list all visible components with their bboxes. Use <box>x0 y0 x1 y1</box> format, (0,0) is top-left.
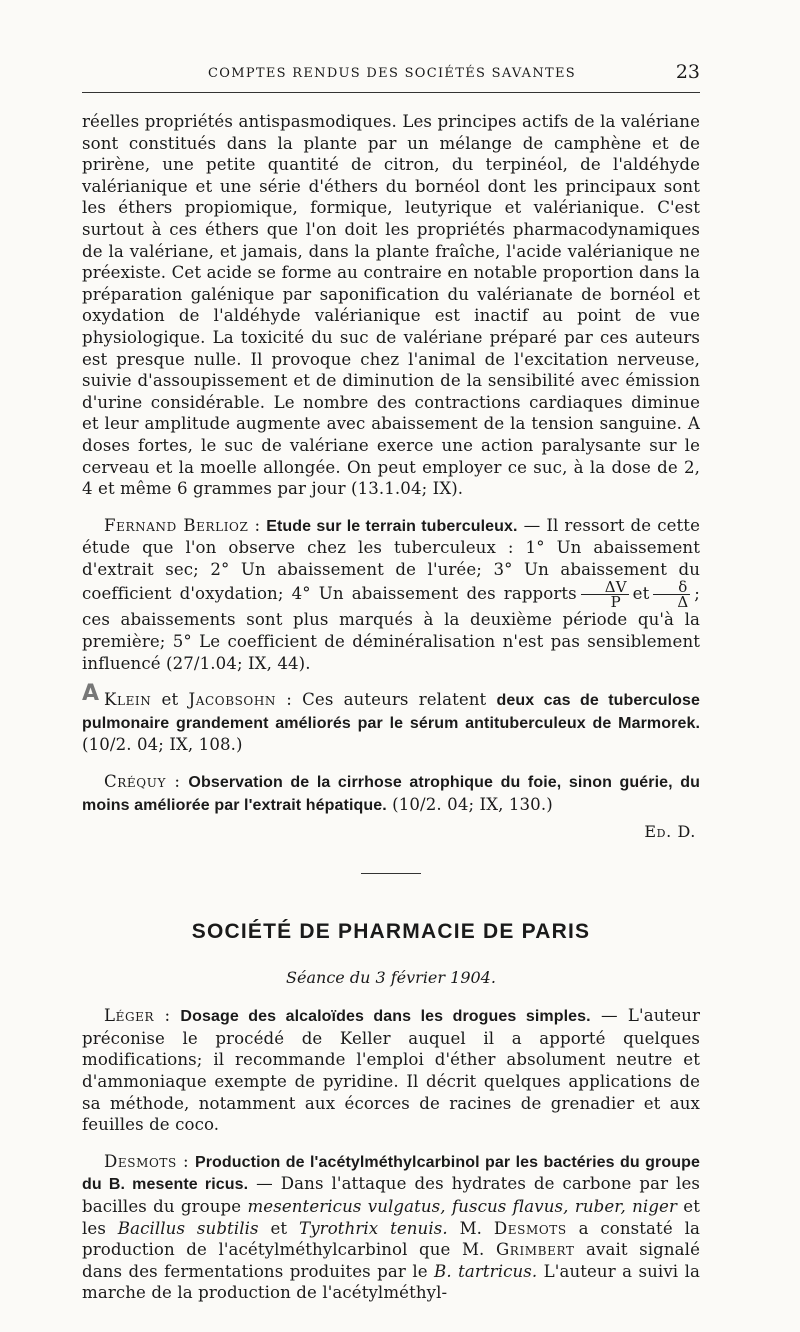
entry-title: Production de l'acétylméthylcarbinol par les bactéries du groupe du B. mesente ricus. <box>82 1153 700 1194</box>
signature: Ed. D. <box>644 822 696 842</box>
entry-reference: (10/2. 04; IX, 108.) <box>82 735 243 755</box>
section-heading: SOCIÉTÉ DE PHARMACIE DE PARIS <box>191 920 591 944</box>
entry-desmots: Desmots : Production de l'acétylméthylcarbinol par les bactéries du groupe du B. mesente ricus. — Dans l'attaque des hydrates de carbone par les bacilles du groupe mesentericus vulgatus, fuscus flavus, ruber, niger et les Bacillus subtilis et Tyrothrix tenuis. M. Desmots a constaté la production de l'acétylméthylcarbinol que M. Grimbert avait signalé dans des fermentations produites par le B. tartricus. L'auteur a suivi la marche de la production de l'acétylméthyl- <box>82 1151 701 1303</box>
entry-title: Dosage des alcaloïdes dans les drogues simples. <box>180 1008 591 1026</box>
author-name: Créquy <box>104 772 166 792</box>
session-date: Séance du 3 février 1904. <box>286 968 496 988</box>
page-number: 23 <box>675 61 700 83</box>
page-header <box>82 60 702 88</box>
header-rule <box>82 92 700 93</box>
fraction-delta-small-over-delta: $\frac{\delta}{\Delta}$ <box>653 580 690 609</box>
author-name: Léger <box>104 1006 155 1026</box>
author-name: Fernand Berlioz <box>104 515 249 535</box>
page-body <box>82 111 700 1304</box>
entry-reference: (10/2. 04; IX, 130.) <box>386 794 553 814</box>
author-name: Jacobsohn <box>188 690 277 710</box>
entry-berlioz: Fernand Berlioz : Etude sur le terrain tuberculeux. — Il ressort de cette étude que l'on observe chez les tuberculeux : 1° Un abaissement d'extrait sec; 2° Un abaissement de l'urée; 3° Un abaissement du coefficient d'oxydation; 4° Un abaissement des rapports $\frac{\Delta V}{P}$ et $\frac{\delta}{\Delta}$ ; ces abaissements sont plus marqués à la deuxième période qu'à la première; 5° Le coefficient de déminéralisation n'est pas sensiblement influencé (27/1.04; IX, 44). <box>82 515 700 673</box>
entry-crequy: Créquy : Observation de la cirrhose atrophique du foie, sinon guérie, du moins améliorée par l'extrait hépatique. (10/2. 04; IX, 130.) <box>82 772 700 814</box>
entry-leger: Léger : Dosage des alcaloïdes dans les drogues simples. — L'auteur préconise le procédé de Keller auquel il a apporté quelques modifications; il recommande l'emploi d'éther absolument neutre et d'ammoniaque exempte de pyridine. Il décrit quelques applications de sa méthode, notamment aux écorces de racines de grenadier et aux feuilles de coco. <box>82 1006 700 1135</box>
author-name: Klein <box>104 690 152 710</box>
entry-title: deux cas de tuberculose pulmonaire grandement améliorés par le sérum antituberculeux de Marmorek. <box>82 692 700 732</box>
entry-title: Observation de la cirrhose atrophique du foie, sinon guérie, du moins améliorée par l'extrait hépatique. <box>82 774 700 814</box>
author-name: Desmots <box>104 1151 177 1171</box>
section-divider <box>361 873 421 874</box>
running-title: COMPTES RENDUS DES SOCIÉTÉS SAVANTES <box>208 66 576 81</box>
fraction-delta-v-over-p: $\frac{\Delta V}{P}$ <box>581 580 629 609</box>
margin-annotation: A <box>82 681 100 707</box>
entry-klein-jacobsohn: A Klein et Jacobsohn : Ces auteurs relatent deux cas de tuberculose pulmonaire grandement améliorés par le sérum antituberculeux de Marmorek. (10/2. 04; IX, 108.) <box>82 689 700 756</box>
paragraph-valeriane: réelles propriétés antispasmodiques. Les principes actifs de la valériane sont constitués dans la plante par un mélange de camphène et de prirène, une petite quantité de citron, du terpinéol, de l'aldéhyde valérianique et une série d'éthers du bornéol dont les principaux sont les éthers propiomique, formique, leutyrique et valérianique. C'est surtout à ces éthers que l'on doit les propriétés pharmacodynamiques de la valériane, et jamais, dans la plante fraîche, l'acide valérianique ne préexiste. Cet acide se forme au contraire en notable proportion dans la préparation galénique par saponification du valérianate de bornéol et oxydation de l'aldéhyde valérianique est inactif au point de vue physiologique. La toxicité du suc de valériane préparé par ces auteurs est presque nulle. Il provoque chez l'animal de l'excitation nerveuse, suivie d'assoupissement et de diminution de la sensibilité avec émission d'urine considérable. Le nombre des contractions cardiaques diminue et leur amplitude augmente avec abaissement de la tension sanguine. A doses fortes, le suc de valériane exerce une action paralysante sur le cerveau et la moelle allongée. On peut employer ce suc, à la dose de 2, 4 et même 6 grammes par jour (13.1.04; IX). <box>82 112 700 499</box>
entry-title: Etude sur le terrain tuberculeux. <box>266 517 518 535</box>
